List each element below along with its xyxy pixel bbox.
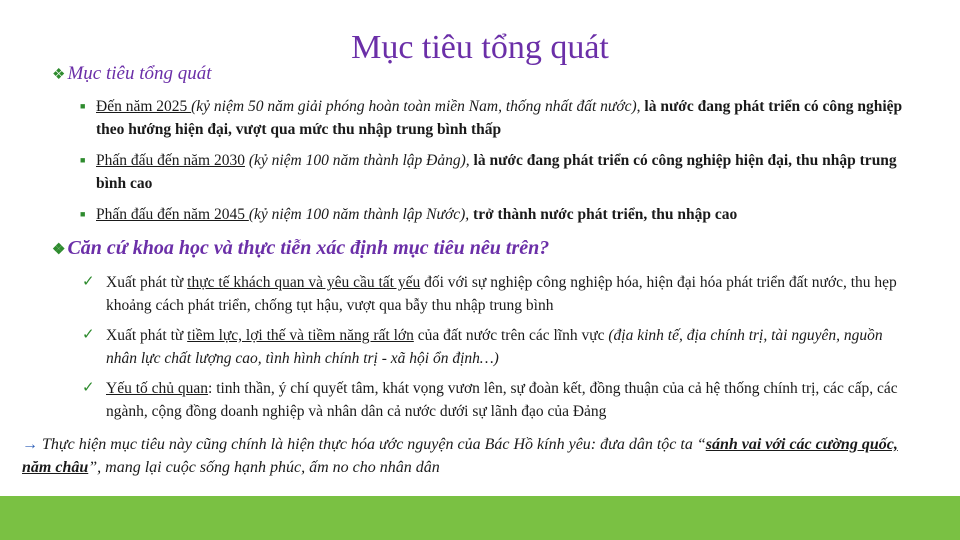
bullet-text-part: (kỷ niệm 50 năm giải phóng hoàn toàn miền Nam, thống nhất đất nước) [191, 98, 637, 115]
conclusion-text-part: Thực hiện mục tiêu này cũng chính là hiện thực hóa ước nguyện của Bác Hồ kính yêu: đưa dân tộc ta “ [38, 436, 706, 453]
check-text-part: Xuất phát từ [106, 274, 188, 291]
slide-title: Mục tiêu tổng quát [351, 29, 609, 66]
square-bullet-icon: ■ [80, 155, 86, 165]
goal-bullet-2030 [80, 149, 908, 195]
goal-bullet-2025 [80, 95, 908, 141]
checkmark-icon: ✓ [82, 274, 95, 290]
footer-bar [0, 496, 960, 540]
basis-item-objective-reality [82, 271, 906, 317]
bullet-text-part: Phấn đấu đến năm 2045 [96, 206, 249, 223]
bullet-text-part: Phấn đấu đến năm 2030 [96, 152, 245, 169]
bullet-text-part: (kỷ niệm 100 năm thành lập Đảng), [244, 152, 474, 169]
check-text-part: của đất nước trên các lĩnh vực [413, 327, 609, 344]
conclusion-text-part: sánh vai với các cường quốc, năm châu [22, 436, 898, 476]
checkmark-icon: ✓ [82, 327, 95, 343]
basis-item-subjective-factor [82, 377, 906, 423]
basis-item-potential [82, 324, 906, 370]
bullet-text-part: Đến năm 2025 [96, 98, 192, 115]
section-heading-label: Mục tiêu tổng quát [67, 63, 212, 84]
square-bullet-icon: ■ [80, 209, 86, 219]
check-text-part: đối với sự nghiệp công nghiệp hóa, hiện đại hóa phát triển đất nước, thu hẹp khoảng cách phát triển, chống tụt hậu, vượt qua bẫy thu nhập trung bình [106, 274, 897, 314]
arrow-right-icon: → [22, 436, 38, 453]
conclusion-paragraph [22, 433, 902, 479]
check-text-part: thực tế khách quan và yêu cầu tất yếu [187, 274, 421, 291]
check-text-part: : tinh thần, ý chí quyết tâm, khát vọng vươn lên, sự đoàn kết, đồng thuận của cả hệ thống chính trị, các cấp, các ngành, cộng đồng doanh nghiệp và nhân dân cả nước dưới sự lãnh đạo của Đảng [106, 380, 898, 420]
section-heading-general-goal [52, 62, 212, 87]
diamond-bullet-icon: ❖ [52, 67, 66, 83]
bullet-text-part: là nước đang phát triển có công nghiệp hiện đại, thu nhập trung bình cao [96, 152, 897, 192]
check-text-part: (địa kinh tế, địa chính trị, tài nguyên, nguồn nhân lực chất lượng cao, tình hình chính trị - xã hội ổn định…) [106, 327, 883, 367]
goal-bullet-2045 [80, 203, 908, 226]
check-text-part: Xuất phát từ [106, 327, 188, 344]
bullet-text-part: là nước đang phát triển có công nghiệp theo hướng hiện đại, vượt qua mức thu nhập trung bình thấp [96, 98, 903, 138]
diamond-bullet-icon: ❖ [52, 242, 66, 258]
check-text-part: tiềm lực, lợi thế và tiềm năng rất lớn [187, 327, 414, 344]
square-bullet-icon: ■ [80, 101, 86, 111]
section-heading-basis [52, 236, 549, 262]
section-heading-label: Căn cứ khoa học và thực tiễn xác định mục tiêu nêu trên? [67, 237, 550, 259]
check-text-part: Yếu tố chủ quan [106, 380, 209, 397]
checkmark-icon: ✓ [82, 380, 95, 396]
bullet-text-part: (kỷ niệm 100 năm thành lập Nước), [248, 206, 474, 223]
bullet-text-part: , [636, 98, 645, 115]
conclusion-text-part: ”, mang lại cuộc sống hạnh phúc, ấm no cho nhân dân [88, 459, 440, 476]
bullet-text-part: trở thành nước phát triển, thu nhập cao [473, 206, 738, 223]
